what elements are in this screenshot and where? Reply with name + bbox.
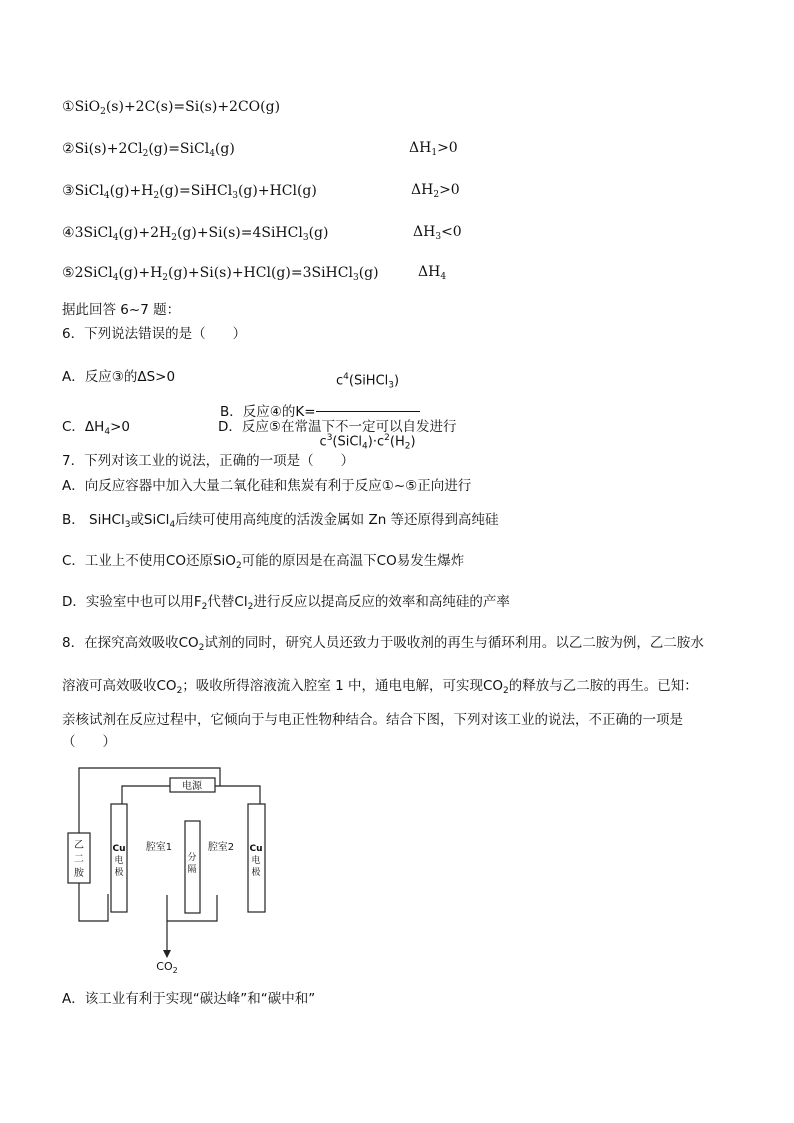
co2-label-sub: 2	[172, 966, 178, 975]
enthalpy-2: $\Delta H_2>0$	[411, 182, 460, 200]
q8-stem-line1: 8．在探究高效吸收$CO_2$试剂的同时，研究人员还致力于吸收剂的再生与循环利用。以乙二胺为例，乙二胺水	[62, 635, 704, 653]
fraction-numerator: $c^4(SiHCl_3)$	[316, 352, 420, 412]
reaction-number: ⑤	[62, 265, 75, 281]
co2-arrow-head	[163, 950, 171, 958]
reaction-equation: $2SiCl_4(g)+H_2(g)+Si(s)+HCl(g)=3SiHCl_3(g)$	[74, 265, 379, 283]
q8-stem-line3: 亲核试剂在反应过程中，它倾向于与电正性物种结合。结合下图，下列对该工业的说法，不正确的一项是	[62, 712, 683, 728]
q7-stem: 7．下列对该工业的说法，正确的一项是（ ）	[62, 453, 355, 469]
enthalpy-3: $\Delta H_3<0$	[413, 224, 462, 242]
amine-char-1: 乙	[74, 840, 84, 851]
amine-char-2: 二	[74, 854, 84, 865]
electrode-right-char-1: 电	[251, 856, 261, 866]
co2-label-main: CO	[156, 960, 173, 973]
q8-stem-line2: 溶液可高效吸收$CO_2$；吸收所得溶液流入腔室 1 中，通电电解，可实现$CO_2$的释放与乙二胺的再生。已知：	[62, 678, 698, 696]
separator-char-2: 隔	[187, 865, 197, 875]
co2-label	[156, 960, 177, 975]
enthalpy-4: $\Delta H_4$	[418, 264, 447, 282]
amine-char-3: 胺	[74, 868, 84, 879]
electrode-right-cu: Cu	[249, 844, 263, 854]
reaction-number: ③	[62, 183, 75, 199]
reaction-1	[62, 98, 280, 121]
q6-stem: 6．下列说法错误的是（ ）	[62, 326, 247, 342]
q7-option-a: A．向反应容器中加入大量二氧化硅和焦炭有利于反应①~⑤正向进行	[62, 478, 472, 494]
reaction-2	[62, 140, 235, 163]
q8-stem-line4: （ ）	[62, 734, 116, 750]
q7-option-c: C．工业上不使用CO还原SiO$_2$可能的原因是在高温下CO易发生爆炸	[62, 553, 465, 571]
q7-option-d: D．实验室中也可以用$F_2$代替$Cl_2$进行反应以提高反应的效率和高纯硅的产率	[62, 594, 510, 612]
reaction-equation: SiO$_2$(s)+2C(s)=Si(s)+2CO(g)	[74, 99, 281, 117]
q6-option-a: A．反应③的ΔS>0	[62, 369, 176, 385]
reaction-5	[62, 264, 379, 287]
separator-char-1: 分	[187, 853, 197, 863]
reaction-4	[62, 224, 328, 247]
electrode-left-char-1: 电	[114, 856, 124, 866]
enthalpy-1: $\Delta H_1>0$	[409, 140, 458, 158]
chamber2-label: 腔室2	[207, 842, 235, 853]
electrode-left-cu: Cu	[112, 844, 126, 854]
q8-option-a: A．该工业有利于实现“碳达峰”和“碳中和”	[62, 991, 316, 1007]
q6-option-c: C．$\Delta H_4>0$	[62, 419, 130, 437]
electrode-left-char-2: 极	[114, 868, 124, 878]
q6-option-b-prefix: B．反应④的K=	[220, 403, 316, 420]
reaction-number: ①	[62, 99, 75, 115]
electrode-right-char-2: 极	[251, 868, 261, 878]
power-wire-left	[122, 786, 170, 804]
reaction-equation: $3SiCl_4(g)+2H_2(g)+Si(s)=4SiHCl_3(g)$	[74, 225, 329, 243]
chamber1-label: 腔室1	[145, 842, 173, 853]
reaction-number: ②	[62, 141, 75, 157]
q7-option-b: B． SiHCl$_3$或SiCl$_4$后续可使用高纯度的活泼金属如 Zn 等还原得到高纯硅	[62, 512, 499, 530]
fraction-denominator: $c^3(SiCl_4)\cdot c^2(H_2)$	[319, 433, 416, 452]
reaction-equation: $SiCl_4(g)+H_2(g)=SiHCl_3(g)+HCl(g)$	[74, 183, 317, 201]
reaction-equation: $Si(s)+2Cl_2(g)=SiCl_4(g)$	[74, 141, 235, 159]
electrolysis-diagram	[60, 764, 285, 979]
power-wire-right	[215, 786, 260, 804]
intro-text: 据此回答 6~7 题：	[62, 302, 181, 318]
reaction-3	[62, 182, 317, 205]
power-label: 电源	[182, 781, 202, 792]
amine-inlet-pipe	[79, 883, 108, 921]
reaction-number: ④	[62, 225, 75, 241]
q6-option-d: D．反应⑤在常温下不一定可以自发进行	[218, 419, 457, 435]
